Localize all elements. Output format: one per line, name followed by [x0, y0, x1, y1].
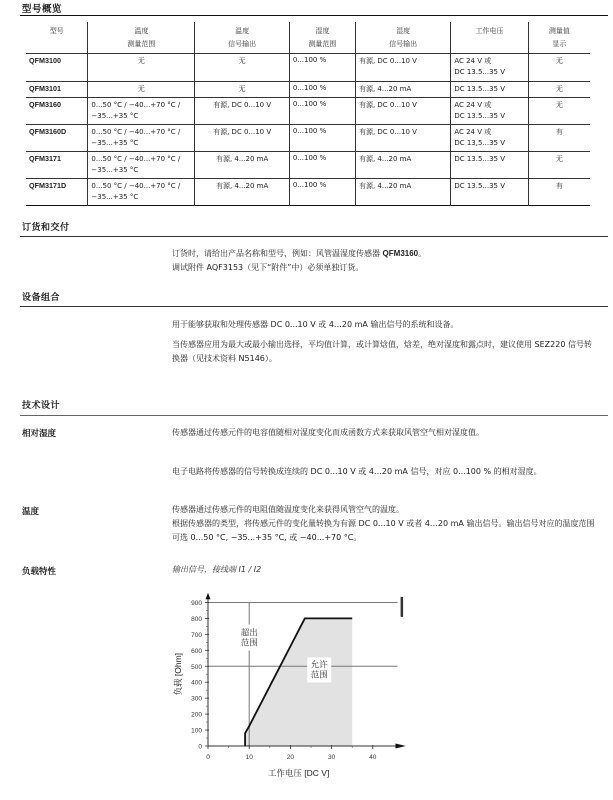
x-tick-label: 0	[206, 754, 210, 761]
humidity-output-cell: 有源, DC 0...10 V	[355, 54, 450, 82]
y-tick-label: 600	[191, 647, 202, 655]
load-characteristic-chart	[170, 580, 430, 795]
humidity-output-cell: 有源, 4...20 mA	[355, 82, 450, 98]
model-cell: QFM3100	[29, 56, 61, 65]
humidity-output-cell: 有源, 4...20 mA	[355, 179, 450, 206]
humidity-range-cell: 0...100 %	[289, 179, 355, 206]
temp-range-cell-line: 无	[137, 85, 145, 93]
temp-range-cell-line: 0...50 °C / −40...+70 °C /	[91, 128, 181, 136]
temp-range-cell	[88, 179, 195, 206]
humidity-output-cell: 有源, DC 0...10 V	[355, 125, 450, 152]
humidity-range-cell: 0...100 %	[289, 152, 355, 179]
table-header-row	[26, 22, 590, 54]
voltage-cell	[451, 179, 528, 206]
voltage-cell-line: AC 24 V 或	[454, 128, 492, 136]
temperature-para-2: 根据传感器的类型，将传感元件的变化量转换为有源 DC 0...10 V 或者 4…20 mA 输出信号。输出信号对应的温度范围可选 0...50 °C, −35...+35 °C, 或 −40...+70 °C。	[172, 519, 595, 542]
technical-divider	[20, 415, 608, 416]
humidity-output-cell: 有源, DC 0...10 V	[355, 98, 450, 125]
y-tick-label: 400	[191, 679, 202, 687]
combination-divider	[20, 306, 608, 307]
temp-range-cell	[88, 125, 195, 152]
voltage-cell-line: DC 13.5...35 V	[454, 155, 505, 163]
temp-range-cell-line: −35...+35 °C	[91, 193, 139, 201]
model-cell: QFM3171	[29, 154, 61, 163]
y-tick-label: 200	[191, 711, 202, 719]
temp-output-cell-line: 有源, 4...20 mA	[215, 182, 269, 190]
ordering-line-1-text: 订货时，请给出产品名称和型号，例如：风管温湿度传感器	[172, 249, 383, 258]
out-of-range-label: 范围	[240, 637, 258, 648]
temp-output-cell	[195, 152, 289, 179]
column-header	[88, 22, 195, 54]
y-tick-label: 700	[191, 631, 202, 639]
load-subtitle: 输出信号，接线端 I1 / I2	[172, 565, 262, 574]
temperature-para-1: 传感器通过传感元件的电阻值随温度变化来获得风管空气的温度。	[172, 505, 404, 514]
column-header-line: 温度	[235, 27, 250, 35]
display-cell: 有	[528, 125, 590, 152]
column-header	[451, 22, 528, 54]
x-axis-label: 工作电压 [DC V]	[267, 768, 330, 778]
column-header-line: 信号输出	[389, 40, 418, 48]
temp-range-cell	[88, 54, 195, 82]
y-tick-label: 800	[191, 615, 202, 623]
model-overview-table	[26, 22, 590, 206]
combination-para-2: 当传感器应用为最大或最小输出选择，平均值计算，或计算焓值，焓差，绝对湿度和露点时，建议使用 SEZ220 信号转换器（见技术资料 N5146）。	[172, 340, 592, 363]
column-header-line: 温度	[134, 27, 149, 35]
allowed-range-label: 范围	[310, 669, 328, 680]
model-cell: QFM3160	[29, 100, 61, 109]
model-cell: QFM3171D	[29, 181, 67, 190]
model-cell: QFM3160D	[29, 127, 67, 136]
temp-range-cell	[88, 82, 195, 98]
display-cell: 有	[528, 179, 590, 206]
column-header-line: 湿度	[396, 27, 411, 35]
humidity-range-cell: 0...100 %	[289, 98, 355, 125]
x-tick-label: 30	[327, 754, 336, 761]
temp-output-cell-line: 有源, 4...20 mA	[215, 155, 269, 163]
temp-range-cell-line: −35...+35 °C	[91, 166, 139, 174]
temp-output-cell-line: 无	[238, 85, 246, 93]
x-axis-arrow-icon	[395, 744, 405, 749]
temp-range-cell	[88, 152, 195, 179]
temp-output-cell-line: 无	[238, 57, 246, 65]
voltage-cell	[451, 152, 528, 179]
load-label: 负载特性	[22, 567, 57, 577]
column-header	[26, 22, 88, 54]
display-cell: 无	[528, 152, 590, 179]
temp-range-cell-line: 0...50 °C / −40...+70 °C /	[91, 155, 181, 163]
y-axis-label: 负载 [Ohm]	[173, 652, 183, 696]
table-row	[26, 179, 590, 206]
temp-output-cell-line: 有源, DC 0...10 V	[213, 128, 272, 136]
table-row	[26, 54, 590, 82]
y-axis-arrow-icon	[206, 593, 211, 599]
column-header	[528, 22, 590, 54]
ordering-example-model: QFM3160	[382, 249, 419, 258]
column-header-line: 工作电压	[475, 27, 504, 35]
column-header-line: 湿度	[315, 27, 330, 35]
temp-output-cell-line: 有源, DC 0...10 V	[213, 101, 272, 109]
temp-output-cell	[195, 54, 289, 82]
y-tick-label: 300	[191, 695, 202, 703]
humidity-output-cell: 有源, 4...20 mA	[355, 152, 450, 179]
combination-title: 设备组合	[22, 293, 61, 303]
column-header-line: 测量范围	[308, 40, 337, 48]
voltage-cell-line: AC 24 V 或	[454, 57, 492, 65]
temp-range-cell-line: 0...50 °C / −40...+70 °C /	[91, 101, 181, 109]
temp-range-cell-line: −35...+35 °C	[91, 139, 139, 147]
voltage-cell	[451, 54, 528, 82]
overview-title: 型号概览	[22, 4, 63, 15]
x-tick-label: 20	[286, 754, 295, 761]
humidity-range-cell: 0...100 %	[289, 82, 355, 98]
y-tick-label: 0	[198, 743, 202, 751]
y-tick-label: 900	[191, 599, 202, 607]
column-header-line: 测量范围	[127, 40, 156, 48]
x-tick-label: 40	[369, 754, 377, 761]
figure-id-mark	[401, 597, 404, 617]
humidity-label: 相对湿度	[22, 429, 57, 439]
column-header-line: 型号	[49, 27, 64, 35]
technical-title: 技术设计	[22, 401, 61, 411]
combination-para-1: 用于能够获取和处理传感器 DC 0...10 V 或 4…20 mA 输出信号的系统和设备。	[172, 320, 459, 329]
y-tick-label: 500	[191, 663, 202, 671]
column-header-line: 测量值	[548, 27, 570, 35]
voltage-cell-line: DC 13.5...35 V	[454, 112, 505, 120]
temp-range-cell-line: 0...50 °C / −40...+70 °C /	[91, 182, 181, 190]
ordering-text	[172, 247, 597, 275]
voltage-cell-line: DC 13.5...35 V	[454, 85, 505, 93]
ordering-line-1	[172, 247, 597, 261]
temp-output-cell	[195, 98, 289, 125]
ordering-line-1-end: 。	[418, 249, 427, 258]
voltage-cell-line: AC 24 V 或	[454, 101, 492, 109]
column-header-line: 显示	[552, 40, 567, 48]
temp-output-cell	[195, 179, 289, 206]
model-cell: QFM3101	[29, 84, 61, 93]
column-header	[355, 22, 450, 54]
voltage-cell-line: DC 13.5...35 V	[454, 68, 505, 76]
overview-divider	[20, 15, 608, 16]
table-row	[26, 98, 590, 125]
temp-range-cell-line: −35...+35 °C	[91, 112, 139, 120]
column-header-line: 信号输出	[228, 40, 257, 48]
out-of-range-label: 超出	[240, 627, 258, 638]
x-tick-label: 10	[245, 754, 253, 761]
humidity-para-1: 传感器通过传感元件的电容值随相对湿度变化而成函数方式来获取风管空气相对湿度值。	[172, 428, 484, 437]
display-cell: 无	[528, 82, 590, 98]
allowed-range-label: 允许	[310, 659, 328, 670]
voltage-cell	[451, 125, 528, 152]
temperature-label: 温度	[22, 507, 40, 517]
display-cell: 无	[528, 54, 590, 82]
table-row	[26, 125, 590, 152]
column-header	[289, 22, 355, 54]
table-row	[26, 152, 590, 179]
ordering-divider	[20, 236, 608, 237]
humidity-range-cell: 0...100 %	[289, 54, 355, 82]
voltage-cell-line: DC 13.5...35 V	[454, 182, 505, 190]
temp-range-cell	[88, 98, 195, 125]
temp-output-cell	[195, 125, 289, 152]
ordering-line-2: 调试附件 AQF3153（见下“附件”中）必须单独订货。	[172, 263, 364, 272]
display-cell: 无	[528, 98, 590, 125]
humidity-para-2: 电子电路将传感器的信号转换成连续的 DC 0...10 V 或 4…20 mA 信号，对应 0...100 % 的相对湿度。	[172, 467, 542, 476]
voltage-cell	[451, 98, 528, 125]
temp-range-cell-line: 无	[137, 57, 145, 65]
table-row	[26, 82, 590, 98]
voltage-cell-line: DC 13,5...35 V	[454, 139, 505, 147]
column-header	[195, 22, 289, 54]
voltage-cell	[451, 82, 528, 98]
ordering-title: 订货和交付	[22, 223, 70, 233]
y-tick-label: 100	[191, 727, 202, 735]
humidity-range-cell: 0...100 %	[289, 125, 355, 152]
temp-output-cell	[195, 82, 289, 98]
